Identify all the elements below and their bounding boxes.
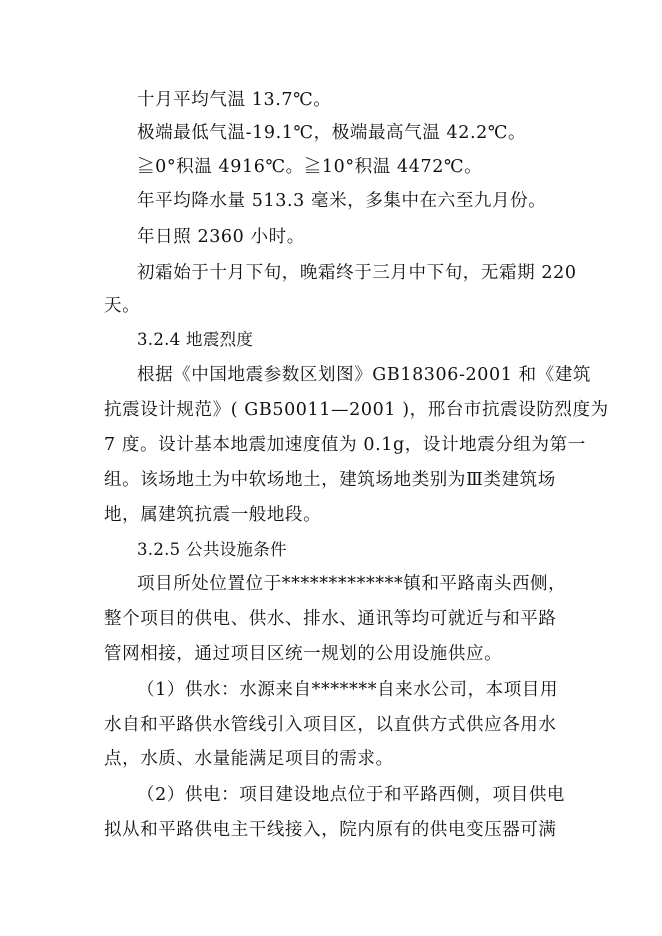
paragraph-line: 根据《中国地震参数区划图》GB18306-2001 和《建筑	[137, 365, 592, 385]
paragraph-line: 年日照 2360 小时。	[137, 227, 305, 247]
section-heading: 3.2.4 地震烈度	[137, 330, 254, 349]
paragraph-line: 年平均降水量 513.3 毫米，多集中在六至九月份。	[137, 191, 547, 211]
paragraph-line: 7 度。设计基本地震加速度值为 0.1g，设计地震分组为第一	[104, 435, 586, 455]
paragraph-line: 初霜始于十月下旬，晚霜终于三月中下旬，无霜期 220	[137, 263, 577, 283]
paragraph-line: 抗震设计规范》( GB50011—2001 )，邢台市抗震设防烈度为	[104, 400, 609, 420]
paragraph-line: 组。该场地土为中软场地土，建筑场地类别为Ⅲ类建筑场	[104, 470, 556, 490]
paragraph-line: （1）供水：水源来自*******自来水公司，本项目用	[137, 680, 559, 700]
paragraph-line: （2）供电：项目建设地点位于和平路西侧，项目供电	[137, 785, 566, 805]
section-heading: 3.2.5 公共设施条件	[137, 540, 287, 559]
paragraph-line: 拟从和平路供电主干线接入，院内原有的供电变压器可满	[104, 820, 557, 840]
paragraph-line: 管网相接，通过项目区统一规划的公用设施供应。	[104, 644, 503, 664]
paragraph-line: 水自和平路供水管线引入项目区，以直供方式供应各用水	[104, 715, 557, 735]
paragraph-line: ≧0°积温 4916℃。≧10°积温 4472℃。	[137, 157, 483, 177]
paragraph-line: 项目所处位置位于*************镇和平路南头西侧，	[137, 574, 567, 594]
paragraph-line: 整个项目的供电、供水、排水、通讯等均可就近与和平路	[104, 609, 557, 629]
paragraph-line: 十月平均气温 13.7℃。	[137, 90, 332, 110]
paragraph-line: 天。	[104, 296, 141, 316]
paragraph-line: 极端最低气温-19.1℃，极端最高气温 42.2℃。	[137, 123, 527, 143]
paragraph-line: 点，水质、水量能满足项目的需求。	[104, 749, 394, 769]
paragraph-line: 地，属建筑抗震一般地段。	[104, 505, 322, 525]
